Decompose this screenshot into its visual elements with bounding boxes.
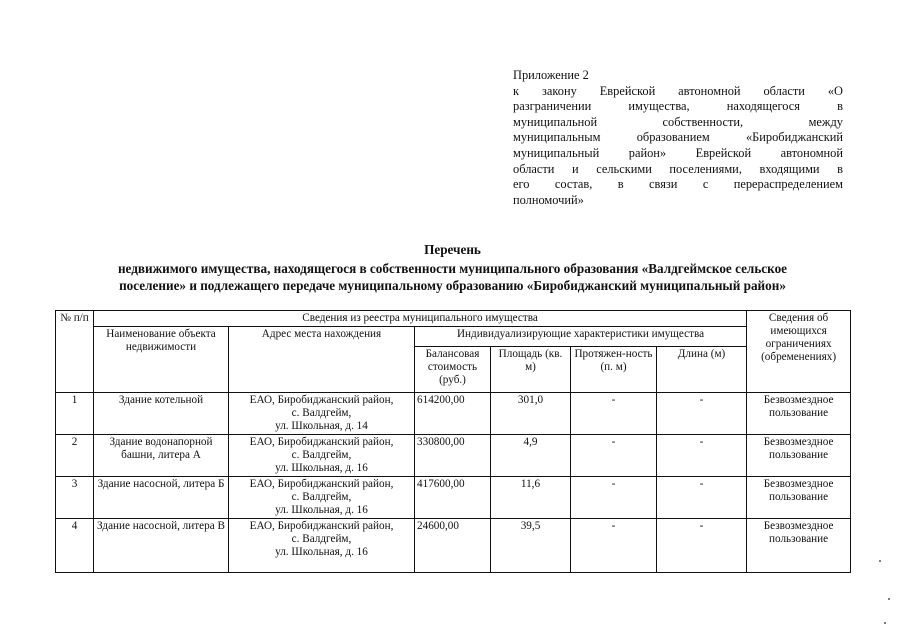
row-balance: 417600,00 bbox=[415, 477, 491, 519]
row-extent: - bbox=[571, 519, 657, 573]
address-line: ЕАО, Биробиджанский район, bbox=[249, 478, 394, 490]
address-line: с. Валдгейм, bbox=[291, 407, 352, 419]
row-area: 301,0 bbox=[491, 393, 571, 435]
appendix-line: области и сельскими поселениями, входящими в bbox=[513, 161, 843, 176]
row-address bbox=[229, 519, 415, 573]
address-line: ул. Школьная, д. 16 bbox=[275, 504, 368, 516]
row-balance: 24600,00 bbox=[415, 519, 491, 573]
address-line: с. Валдгейм, bbox=[291, 449, 352, 461]
appendix-line: муниципальной собственности, между bbox=[513, 114, 843, 129]
row-num: 1 bbox=[56, 393, 94, 435]
row-length: - bbox=[657, 477, 747, 519]
appendix-line: полномочий» bbox=[513, 192, 584, 207]
table-row bbox=[56, 393, 851, 435]
appendix-line: разграничении имущества, находящегося в bbox=[513, 99, 843, 114]
row-extent: - bbox=[571, 477, 657, 519]
row-address bbox=[229, 435, 415, 477]
row-name: Здание насосной, литера Б bbox=[94, 477, 229, 519]
row-restriction: Безвозмездное пользование bbox=[747, 393, 851, 435]
header-length: Длина (м) bbox=[657, 347, 747, 393]
row-num: 3 bbox=[56, 477, 94, 519]
row-num: 4 bbox=[56, 519, 94, 573]
header-restrictions: Сведения об имеющихся ограничениях (обременениях) bbox=[747, 311, 851, 393]
address-line: ЕАО, Биробиджанский район, bbox=[249, 520, 394, 532]
appendix-line: его состав, в связи с перераспределением bbox=[513, 177, 843, 192]
row-extent: - bbox=[571, 393, 657, 435]
document-subtitle-line-1: недвижимого имущества, находящегося в собственности муниципального образования «Валдгеймское сельское bbox=[117, 261, 788, 276]
row-name: Здание водонапорной башни, литера А bbox=[94, 435, 229, 477]
row-name: Здание насосной, литера В bbox=[94, 519, 229, 573]
row-area: 11,6 bbox=[491, 477, 571, 519]
row-balance: 614200,00 bbox=[415, 393, 491, 435]
row-restriction: Безвозмездное пользование bbox=[747, 435, 851, 477]
table-row bbox=[56, 435, 851, 477]
header-name: Наименование объекта недвижимости bbox=[94, 327, 229, 393]
row-length: - bbox=[657, 393, 747, 435]
row-restriction: Безвозмездное пользование bbox=[747, 519, 851, 573]
property-table bbox=[55, 310, 851, 573]
row-address bbox=[229, 393, 415, 435]
scan-speck bbox=[879, 560, 881, 562]
row-num: 2 bbox=[56, 435, 94, 477]
address-line: ул. Школьная, д. 14 bbox=[275, 420, 368, 432]
scan-speck bbox=[888, 598, 890, 600]
header-balance: Балансовая стоимость (руб.) bbox=[415, 347, 491, 393]
row-area: 4,9 bbox=[491, 435, 571, 477]
header-extent: Протяжен-ность (п. м) bbox=[571, 347, 657, 393]
appendix-title: Приложение 2 bbox=[513, 68, 589, 82]
appendix-line: муниципальный район» Еврейской автономной bbox=[513, 145, 843, 160]
address-line: ЕАО, Биробиджанский район, bbox=[249, 394, 394, 406]
table-row bbox=[56, 477, 851, 519]
appendix-line: к закону Еврейской автономной области «О bbox=[513, 83, 843, 98]
address-line: ул. Школьная, д. 16 bbox=[275, 546, 368, 558]
address-line: с. Валдгейм, bbox=[291, 533, 352, 545]
appendix-header bbox=[513, 68, 843, 208]
row-balance: 330800,00 bbox=[415, 435, 491, 477]
scan-speck bbox=[884, 622, 886, 624]
table-row bbox=[56, 519, 851, 573]
address-line: с. Валдгейм, bbox=[291, 491, 352, 503]
header-address: Адрес места нахождения bbox=[229, 327, 415, 393]
address-line: ЕАО, Биробиджанский район, bbox=[249, 436, 394, 448]
row-length: - bbox=[657, 435, 747, 477]
row-extent: - bbox=[571, 435, 657, 477]
row-address bbox=[229, 477, 415, 519]
header-registry: Сведения из реестра муниципального имущества bbox=[94, 311, 747, 327]
document-title: Перечень bbox=[424, 242, 481, 257]
row-restriction: Безвозмездное пользование bbox=[747, 477, 851, 519]
header-area: Площадь (кв. м) bbox=[491, 347, 571, 393]
row-name: Здание котельной bbox=[94, 393, 229, 435]
row-length: - bbox=[657, 519, 747, 573]
row-area: 39,5 bbox=[491, 519, 571, 573]
document-subtitle-line-2: поселение» и подлежащего передаче муниципальному образованию «Биробиджанский муниципальный район» bbox=[119, 278, 786, 293]
address-line: ул. Школьная, д. 16 bbox=[275, 462, 368, 474]
appendix-line: муниципальным образованием «Биробиджанский bbox=[513, 130, 843, 145]
header-characteristics: Индивидуализирующие характеристики имущества bbox=[415, 327, 747, 347]
header-num: № п/п bbox=[56, 311, 94, 393]
